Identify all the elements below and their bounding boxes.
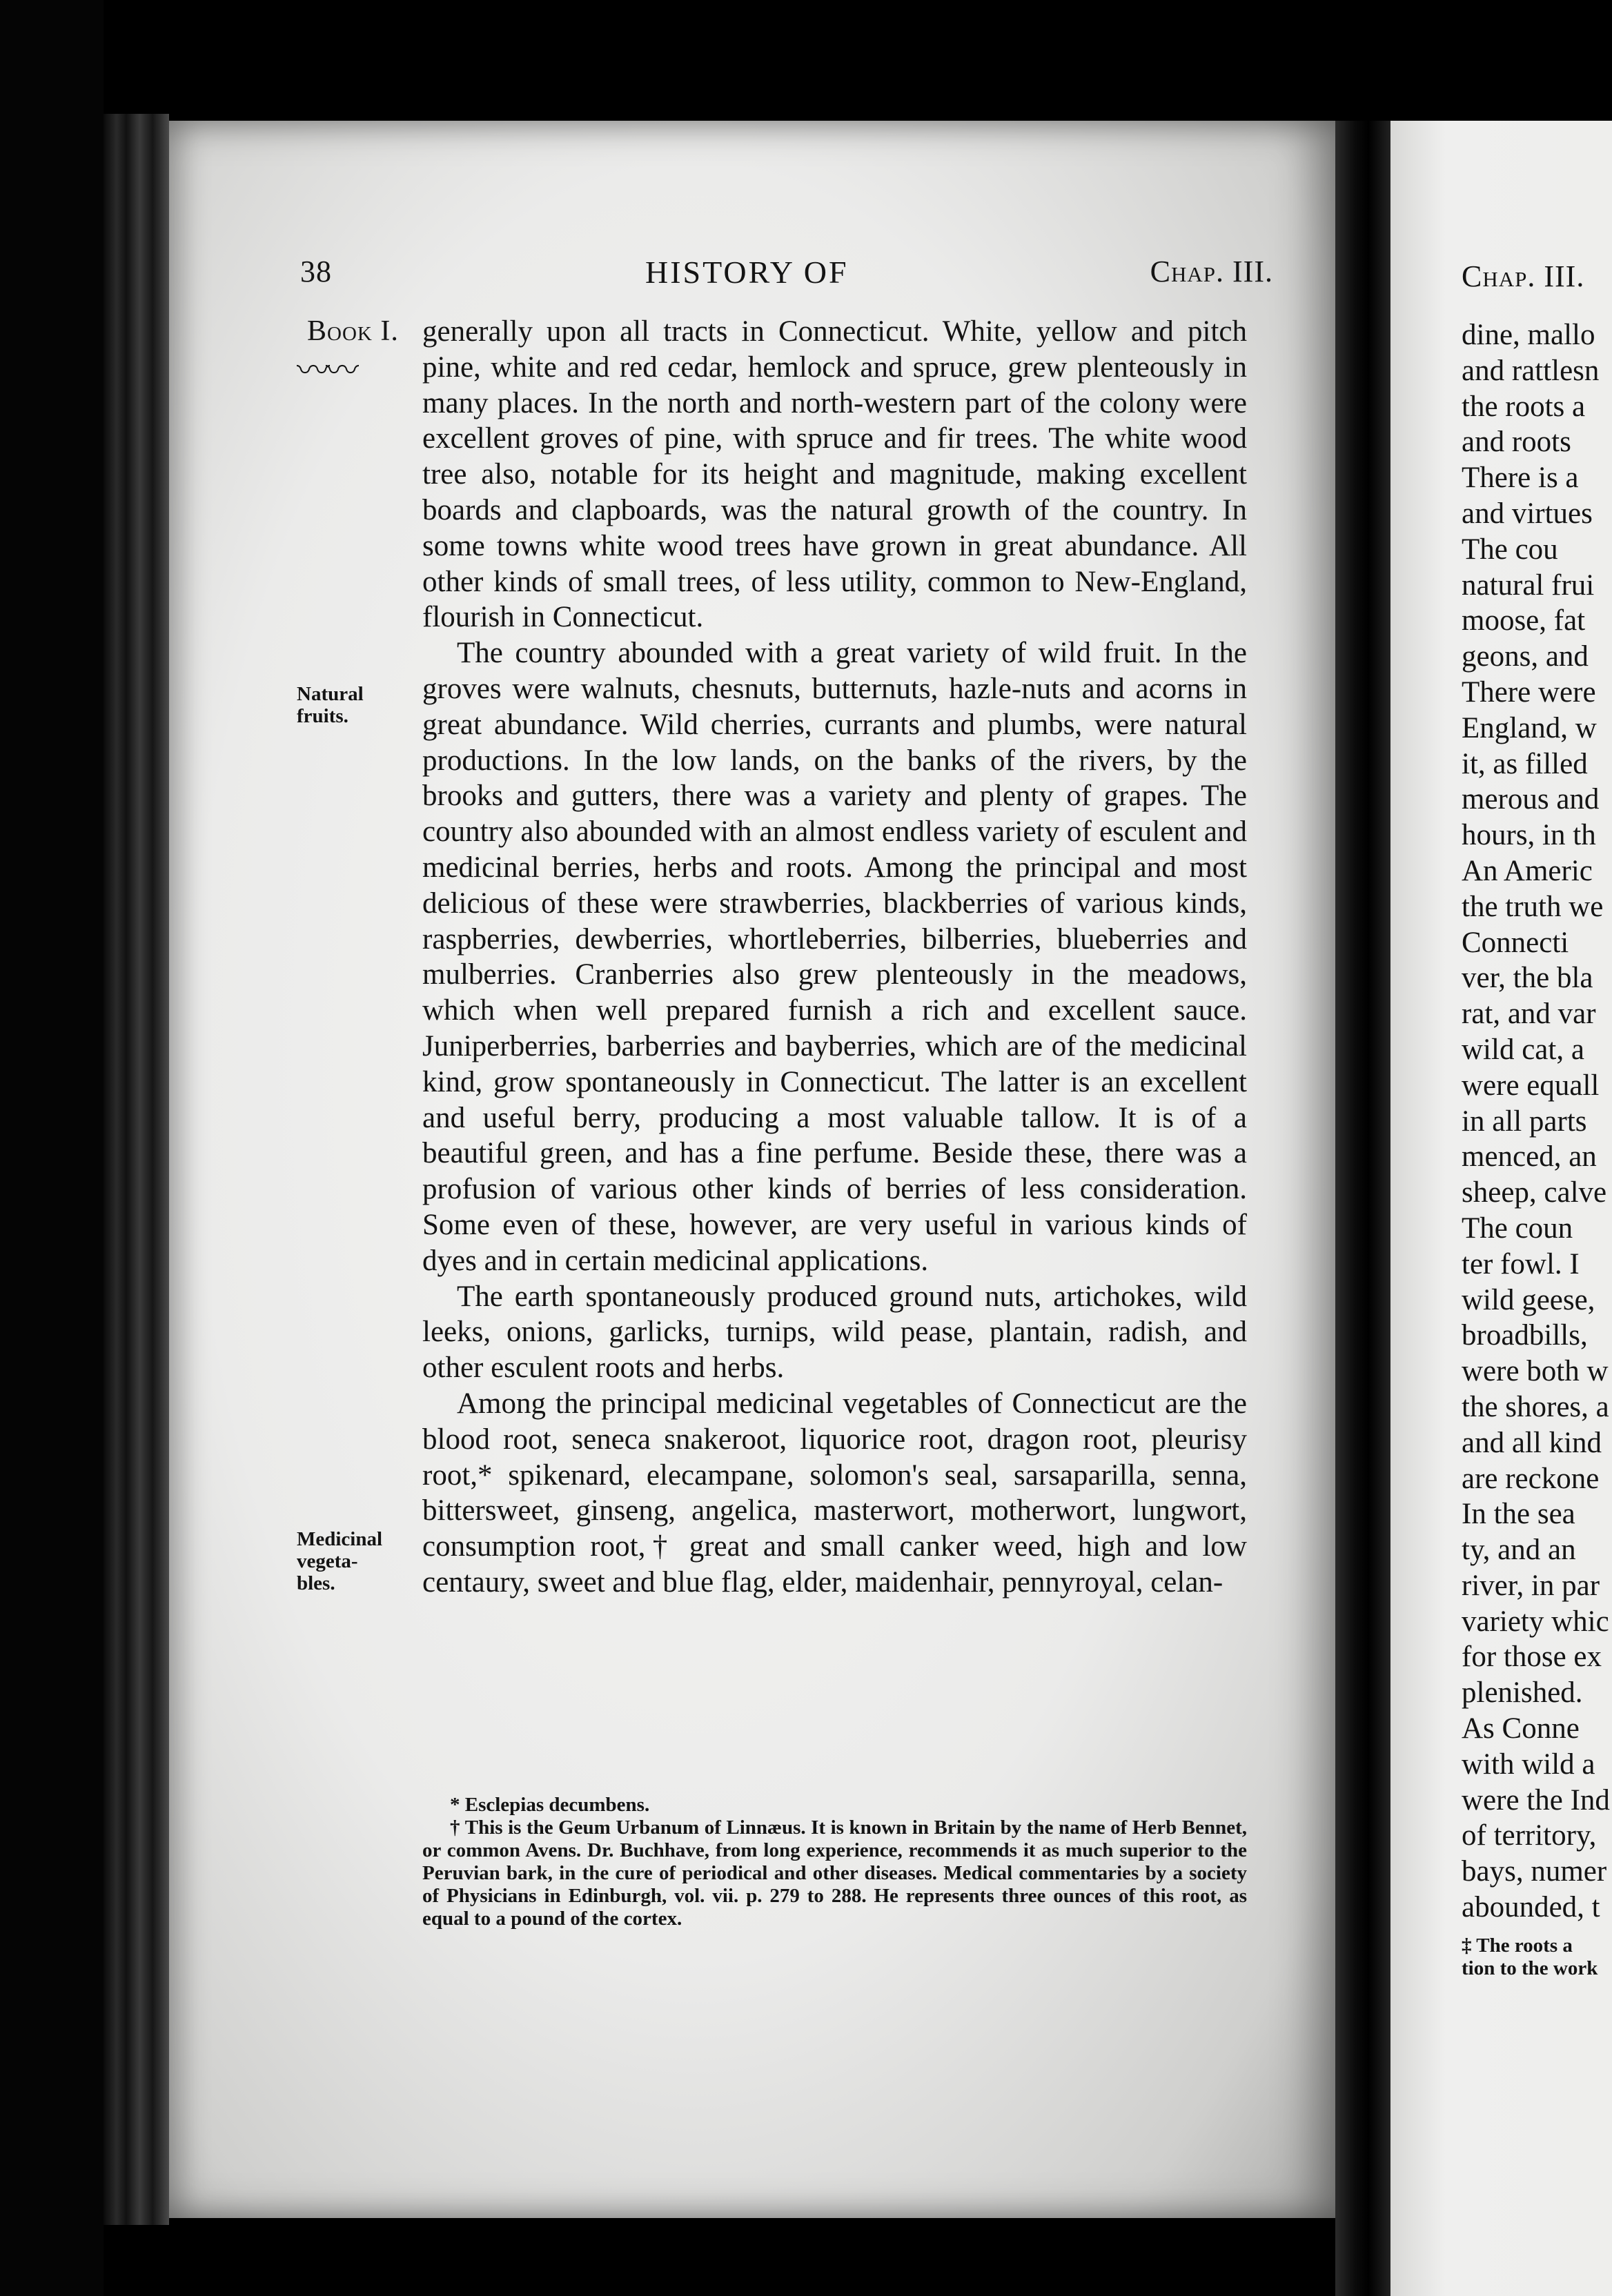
- right-page-line: dine, mallo: [1462, 319, 1595, 351]
- running-head: [300, 254, 1273, 295]
- book-page-edges: [104, 114, 169, 2225]
- right-page-line: broadbills,: [1462, 1319, 1588, 1352]
- right-page-line: wild geese,: [1462, 1283, 1595, 1316]
- right-page-line: the truth we: [1462, 890, 1604, 923]
- right-page-line: merous and: [1462, 783, 1600, 816]
- right-page-line: in all parts: [1462, 1105, 1587, 1138]
- right-page-line: An Americ: [1462, 854, 1593, 887]
- right-page-line: ter fowl. I: [1462, 1247, 1580, 1280]
- right-page-line: ty, and an: [1462, 1534, 1576, 1567]
- right-page-line: There were: [1462, 675, 1596, 709]
- body-text: [422, 314, 1247, 1601]
- right-page-footnote-line: ‡ The roots a: [1462, 1934, 1573, 1957]
- running-chapter: Chap. III.: [1150, 255, 1273, 288]
- book-brace-ornament: 〰〰: [297, 353, 355, 389]
- paragraph-roots-herbs: The earth spontaneously produced ground nuts, artichokes, wild leeks, onions, garlicks, turnips, wild pease, plantain, radish, and other esculent roots and herbs.: [422, 1280, 1247, 1385]
- running-title: HISTORY OF: [645, 255, 849, 290]
- paragraph-trees: generally upon all tracts in Connecticut. White, yellow and pitch pine, white and red cedar, hemlock and spruce, grew plenteously in many places. In the north and north-western part of the colony were excellent groves of pine, with spruce and fir trees. The white wood tree also, notable for its height and magnitude, making excellent boards and clapboards, was the natural growth of the country. In some towns white wood trees have grown in great abundance. All other kinds of small trees, of less utility, common to New-England, flourish in Connecticut.: [422, 315, 1247, 634]
- right-page-line: and rattlesn: [1462, 354, 1600, 387]
- right-page-line: geons, and: [1462, 640, 1589, 673]
- footnote-1: * Esclepias decumbens.: [450, 1794, 650, 1816]
- right-page-line: and roots: [1462, 426, 1571, 459]
- right-page-line: it, as filled: [1462, 747, 1588, 780]
- right-page-line: were the Ind: [1462, 1783, 1610, 1817]
- right-page-line: menced, an: [1462, 1140, 1597, 1174]
- right-page-line: were equall: [1462, 1069, 1600, 1102]
- right-page-line: variety whic: [1462, 1605, 1609, 1638]
- footnotes: [422, 1794, 1247, 1930]
- right-page-line: and all kind: [1462, 1426, 1602, 1459]
- right-page-line: moose, fat: [1462, 604, 1586, 637]
- right-page-line: for those ex: [1462, 1641, 1602, 1674]
- right-page-line: natural frui: [1462, 568, 1595, 602]
- right-page-line: hours, in th: [1462, 819, 1596, 852]
- right-page-line: Connecti: [1462, 926, 1569, 959]
- right-running-head: Chap. III.: [1462, 259, 1585, 293]
- right-page-line: plenished.: [1462, 1676, 1583, 1710]
- right-page-line: sheep, calve: [1462, 1176, 1607, 1209]
- right-page-line: abounded, t: [1462, 1891, 1600, 1924]
- book-label: Book I.: [307, 315, 399, 347]
- footnote-2: † This is the Geum Urbanum of Linnæus. It is known in Britain by the name of Herb Bennet, or common Avens. Dr. Buchhave, from long experience, recommends it as much superior to the Peruvian bark, in the cure of periodical and other diseases. Medical commentaries by a society of Physicians in Edinburgh, vol. vii. p. 279 to 288. He represents three ounces of this root, as equal to a pound of the cortex.: [422, 1817, 1247, 1930]
- right-page-line: the roots a: [1462, 390, 1586, 423]
- right-page-line: rat, and var: [1462, 998, 1596, 1031]
- right-page-line: In the sea: [1462, 1498, 1575, 1531]
- right-page-line: are reckone: [1462, 1462, 1600, 1495]
- scan-border-top: [0, 0, 1612, 117]
- right-page-line: There is a: [1462, 462, 1579, 495]
- page-number: 38: [300, 255, 332, 288]
- right-page-line: were both w: [1462, 1355, 1609, 1388]
- right-page-footnote: [1462, 1934, 1612, 1980]
- paragraph-wild-fruit: The country abounded with a great variety of wild fruit. In the groves were walnuts, chesnuts, butternuts, hazle-nuts and acorns in great abundance. Wild cherries, currants and plumbs, were natural productions. In the low lands, on the banks of the rivers, by the brooks and gutters, there was a variety and plenty of grapes. The country also abounded with an almost endless variety of esculent and medicinal berries, herbs and roots. Among the principal and most delicious of these were strawberries, blackberries of various kinds, raspberries, dewberries, whortleberries, bilberries, blueberries and mulberries. Cranberries also grew plenteously in the meadows, which when well prepared furnish a rich and excellent sauce. Juniperberries, barberries and bayberries, which are of the medicinal kind, grow spontaneously in Connecticut. The latter is an excellent and useful berry, producing a most valuable tallow. It is of a beautiful green, and has a fine perfume. Beside these, there was a profusion of various other kinds of berries of less consideration. Some even of these, however, are very useful in various kinds of dyes and in certain medicinal applications.: [422, 637, 1247, 1277]
- right-page-line: bays, numer: [1462, 1855, 1607, 1888]
- right-page-line: wild cat, a: [1462, 1033, 1584, 1066]
- right-page-line: The cou: [1462, 533, 1558, 566]
- scan-border-left: [0, 0, 104, 2296]
- right-page-line: river, in par: [1462, 1569, 1600, 1602]
- right-page-footnote-line: tion to the work: [1462, 1957, 1598, 1979]
- right-page-line: of territory,: [1462, 1819, 1597, 1852]
- right-page-line: As Conne: [1462, 1712, 1580, 1745]
- book-gutter: [1335, 121, 1390, 2296]
- margin-note-natural-fruits: Natural fruits.: [297, 683, 364, 727]
- right-page-line: the shores, a: [1462, 1390, 1609, 1423]
- right-page-line: and virtues: [1462, 497, 1593, 530]
- right-page-text: [1462, 317, 1612, 1926]
- right-page-line: ver, the bla: [1462, 962, 1593, 995]
- right-page-line: England, w: [1462, 711, 1597, 744]
- margin-note-medicinal-vegetables: Medicinal vegeta- bles.: [297, 1528, 383, 1594]
- right-page-line: with wild a: [1462, 1748, 1595, 1781]
- paragraph-medicinal-vegetables: Among the principal medicinal vegetables of Connecticut are the blood root, seneca snakeroot, liquorice root, dragon root, pleurisy root,* spikenard, elecampane, solomon's seal, sarsaparilla, senna, bittersweet, ginseng, angelica, masterwort, motherwort, lungwort, consumption root,† great and small canker weed, high and low centaury, sweet and blue flag, elder, maidenhair, pennyroyal, celan-: [422, 1387, 1247, 1599]
- right-page-line: The coun: [1462, 1211, 1573, 1245]
